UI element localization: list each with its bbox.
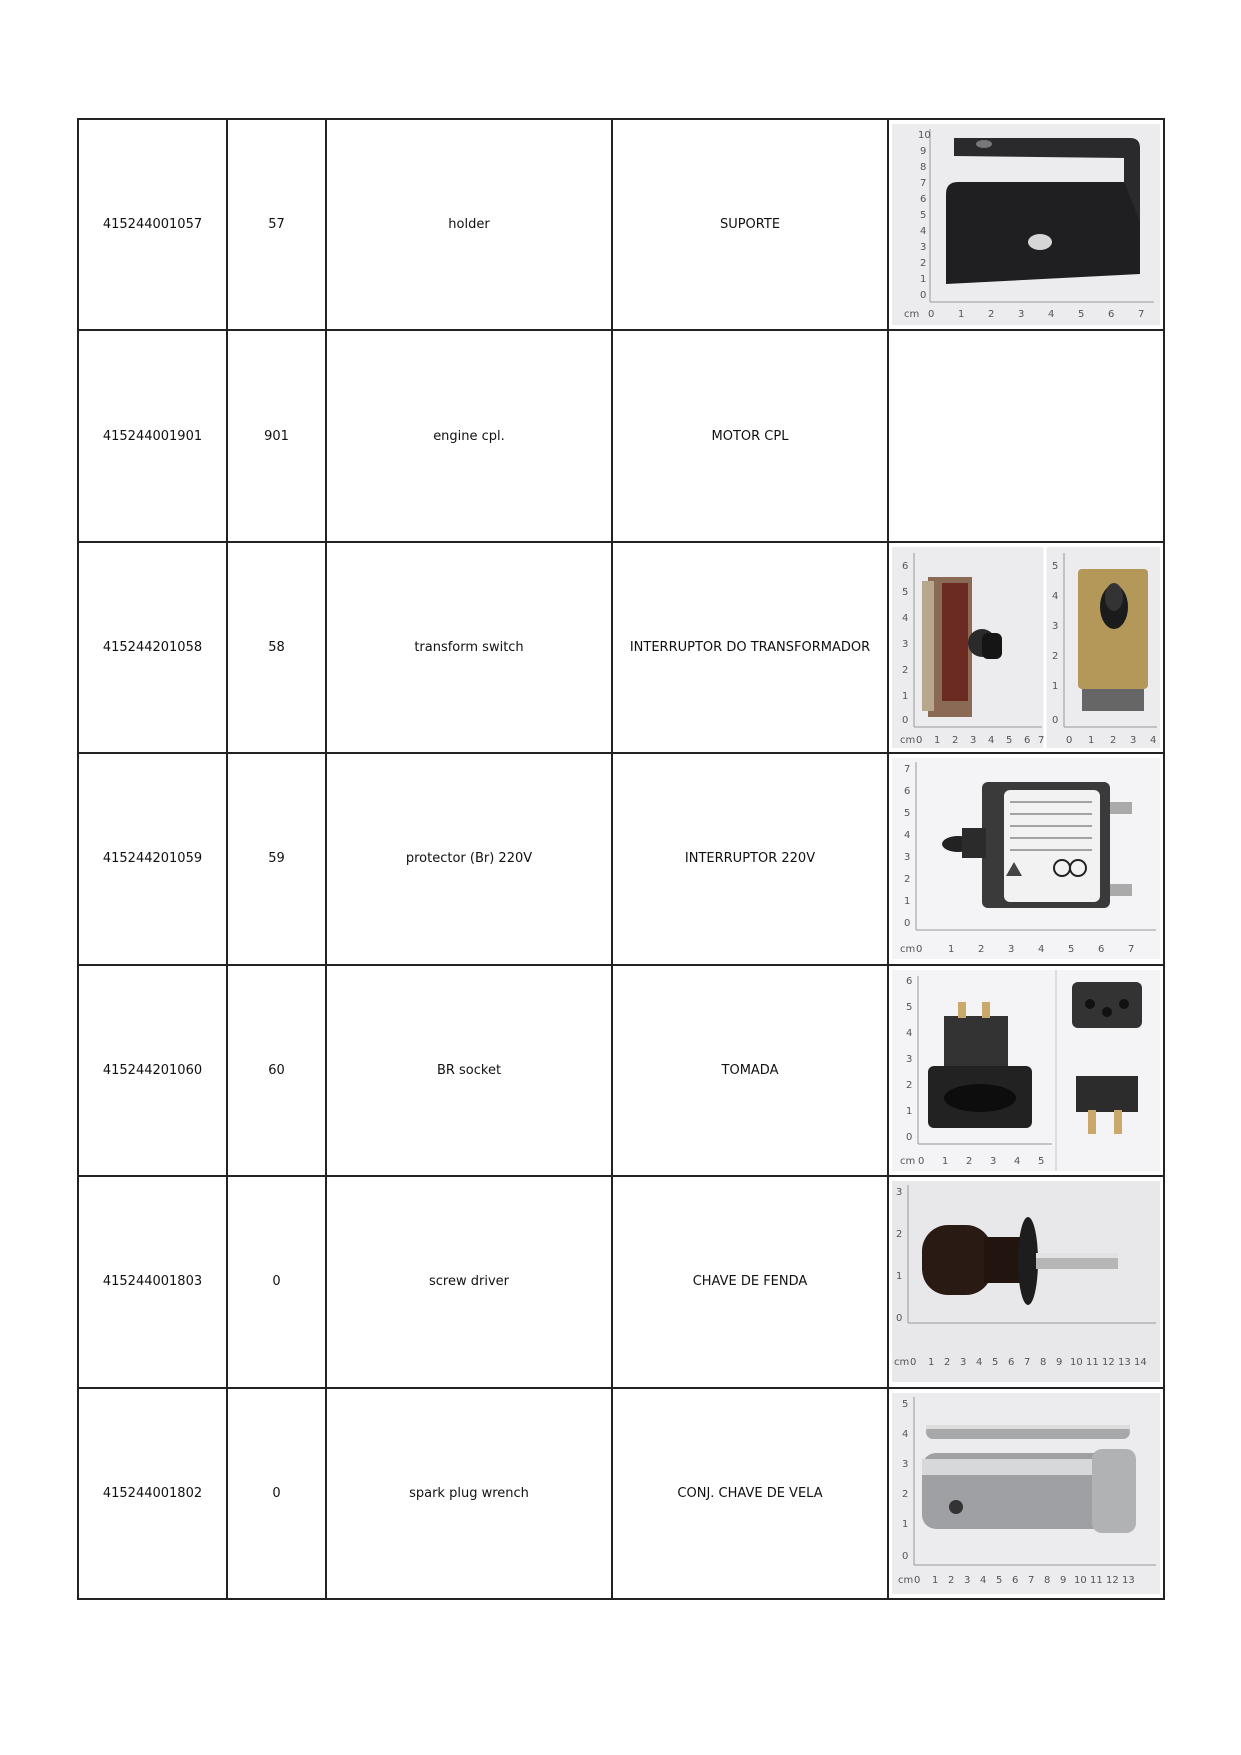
part-desc-pt: TOMADA xyxy=(612,965,888,1176)
part-image-cell xyxy=(888,542,1164,753)
svg-text:3: 3 xyxy=(970,735,977,747)
svg-text:3: 3 xyxy=(1130,735,1137,747)
svg-text:2: 2 xyxy=(944,1357,951,1369)
svg-text:4: 4 xyxy=(976,1357,983,1369)
part-ref: 59 xyxy=(227,753,326,964)
svg-text:10: 10 xyxy=(1070,1357,1083,1369)
svg-text:1: 1 xyxy=(906,1105,913,1117)
svg-text:1: 1 xyxy=(958,309,965,321)
part-ref: 57 xyxy=(227,119,326,330)
svg-text:7: 7 xyxy=(1138,309,1145,321)
svg-text:5: 5 xyxy=(1052,561,1059,573)
part-desc-pt: INTERRUPTOR DO TRANSFORMADOR xyxy=(612,542,888,753)
svg-text:3: 3 xyxy=(990,1155,997,1167)
svg-text:9: 9 xyxy=(1056,1357,1063,1369)
svg-text:0: 0 xyxy=(904,918,911,930)
svg-text:3: 3 xyxy=(1008,944,1015,956)
svg-text:1: 1 xyxy=(902,691,909,703)
svg-text:4: 4 xyxy=(1052,591,1059,603)
table-row xyxy=(78,965,1164,1176)
svg-text:4: 4 xyxy=(906,1027,913,1039)
svg-text:11: 11 xyxy=(1086,1357,1099,1369)
svg-text:0: 0 xyxy=(916,735,923,747)
svg-text:5: 5 xyxy=(920,210,927,222)
svg-text:5: 5 xyxy=(996,1574,1003,1586)
svg-text:0: 0 xyxy=(914,1574,921,1586)
svg-text:3: 3 xyxy=(906,1053,913,1065)
svg-text:12: 12 xyxy=(1106,1574,1119,1586)
svg-text:cm: cm xyxy=(900,944,916,956)
screwdriver-photo xyxy=(892,1181,1160,1382)
svg-text:4: 4 xyxy=(920,226,927,238)
svg-text:0: 0 xyxy=(918,1155,925,1167)
svg-text:4: 4 xyxy=(988,735,995,747)
svg-text:5: 5 xyxy=(902,1398,909,1410)
part-code: 415244001803 xyxy=(78,1176,227,1387)
svg-text:4: 4 xyxy=(1048,309,1055,321)
svg-text:2: 2 xyxy=(966,1155,973,1167)
svg-text:4: 4 xyxy=(902,613,909,625)
svg-text:7: 7 xyxy=(1024,1357,1031,1369)
svg-text:3: 3 xyxy=(902,1458,909,1470)
svg-text:1: 1 xyxy=(1088,735,1095,747)
svg-text:0: 0 xyxy=(1052,715,1059,727)
svg-text:0: 0 xyxy=(916,944,923,956)
svg-text:6: 6 xyxy=(904,786,911,798)
svg-text:2: 2 xyxy=(904,874,911,886)
part-desc-en: protector (Br) 220V xyxy=(326,753,612,964)
svg-text:11: 11 xyxy=(1090,1574,1103,1586)
part-image-cell xyxy=(888,1176,1164,1387)
svg-text:1: 1 xyxy=(896,1271,903,1283)
svg-text:14: 14 xyxy=(1134,1357,1147,1369)
svg-text:10: 10 xyxy=(1074,1574,1087,1586)
svg-text:5: 5 xyxy=(902,587,909,599)
svg-text:2: 2 xyxy=(1052,651,1059,663)
part-code: 415244201059 xyxy=(78,753,227,964)
part-ref: 58 xyxy=(227,542,326,753)
svg-text:3: 3 xyxy=(896,1187,903,1199)
svg-text:1: 1 xyxy=(942,1155,949,1167)
power-socket-photo xyxy=(892,970,1160,1171)
svg-text:1: 1 xyxy=(932,1574,939,1586)
svg-text:2: 2 xyxy=(920,258,927,270)
svg-text:1: 1 xyxy=(1052,681,1059,693)
svg-text:0: 0 xyxy=(906,1131,913,1143)
svg-text:4: 4 xyxy=(902,1428,909,1440)
svg-text:3: 3 xyxy=(960,1357,967,1369)
svg-text:7: 7 xyxy=(920,178,927,190)
svg-text:0: 0 xyxy=(896,1313,903,1325)
table-row xyxy=(78,753,1164,964)
svg-text:8: 8 xyxy=(920,162,927,174)
svg-text:4: 4 xyxy=(980,1574,987,1586)
svg-text:1: 1 xyxy=(902,1518,909,1530)
parts-table xyxy=(77,118,1165,1600)
part-ref: 0 xyxy=(227,1176,326,1387)
svg-text:13: 13 xyxy=(1118,1357,1131,1369)
svg-text:0: 0 xyxy=(902,1550,909,1562)
svg-text:2: 2 xyxy=(978,944,985,956)
svg-text:5: 5 xyxy=(992,1357,999,1369)
svg-text:4: 4 xyxy=(904,830,911,842)
table-row xyxy=(78,330,1164,541)
part-desc-pt: CONJ. CHAVE DE VELA xyxy=(612,1388,888,1599)
svg-text:cm: cm xyxy=(900,1155,916,1167)
part-desc-en: engine cpl. xyxy=(326,330,612,541)
svg-text:2: 2 xyxy=(988,309,995,321)
svg-text:4: 4 xyxy=(1038,944,1045,956)
bracket-photo xyxy=(892,124,1160,325)
svg-text:9: 9 xyxy=(1060,1574,1067,1586)
toggle-switch-photo xyxy=(892,547,1160,748)
svg-text:1: 1 xyxy=(904,896,911,908)
svg-text:8: 8 xyxy=(1040,1357,1047,1369)
part-code: 415244001901 xyxy=(78,330,227,541)
svg-text:13: 13 xyxy=(1122,1574,1135,1586)
svg-text:1: 1 xyxy=(934,735,941,747)
svg-text:5: 5 xyxy=(904,808,911,820)
svg-text:0: 0 xyxy=(1066,735,1073,747)
svg-text:3: 3 xyxy=(904,852,911,864)
part-desc-en: holder xyxy=(326,119,612,330)
part-desc-en: screw driver xyxy=(326,1176,612,1387)
part-image-cell xyxy=(888,119,1164,330)
part-image-cell xyxy=(888,753,1164,964)
part-desc-pt: INTERRUPTOR 220V xyxy=(612,753,888,964)
svg-text:3: 3 xyxy=(964,1574,971,1586)
table-row xyxy=(78,542,1164,753)
svg-text:2: 2 xyxy=(952,735,959,747)
circuit-breaker-photo xyxy=(892,758,1160,959)
table-row xyxy=(78,119,1164,330)
svg-text:2: 2 xyxy=(902,1488,909,1500)
part-desc-pt: MOTOR CPL xyxy=(612,330,888,541)
part-ref: 901 xyxy=(227,330,326,541)
svg-text:0: 0 xyxy=(920,290,927,302)
part-ref: 60 xyxy=(227,965,326,1176)
svg-text:5: 5 xyxy=(1068,944,1075,956)
svg-text:1: 1 xyxy=(920,274,927,286)
svg-text:cm: cm xyxy=(894,1357,910,1369)
spark-plug-wrench-photo xyxy=(892,1393,1160,1594)
svg-text:3: 3 xyxy=(1052,621,1059,633)
svg-text:6: 6 xyxy=(902,561,909,573)
svg-text:5: 5 xyxy=(1078,309,1085,321)
part-code: 415244201060 xyxy=(78,965,227,1176)
part-desc-pt: CHAVE DE FENDA xyxy=(612,1176,888,1387)
table-row xyxy=(78,1388,1164,1599)
part-ref: 0 xyxy=(227,1388,326,1599)
svg-text:2: 2 xyxy=(896,1229,903,1241)
part-image-cell xyxy=(888,965,1164,1176)
empty-image-slot xyxy=(892,336,1160,537)
part-desc-en: spark plug wrench xyxy=(326,1388,612,1599)
svg-text:7: 7 xyxy=(904,764,911,776)
svg-text:8: 8 xyxy=(1044,1574,1051,1586)
part-code: 415244001802 xyxy=(78,1388,227,1599)
svg-text:0: 0 xyxy=(928,309,935,321)
svg-text:7: 7 xyxy=(1028,1574,1035,1586)
svg-text:4: 4 xyxy=(1150,735,1157,747)
part-image-cell xyxy=(888,1388,1164,1599)
svg-text:2: 2 xyxy=(948,1574,955,1586)
svg-text:7: 7 xyxy=(1128,944,1135,956)
part-desc-pt: SUPORTE xyxy=(612,119,888,330)
svg-text:2: 2 xyxy=(906,1079,913,1091)
svg-text:5: 5 xyxy=(1006,735,1013,747)
part-code: 415244201058 xyxy=(78,542,227,753)
svg-text:6: 6 xyxy=(906,975,913,987)
svg-text:3: 3 xyxy=(920,242,927,254)
svg-text:12: 12 xyxy=(1102,1357,1115,1369)
svg-text:6: 6 xyxy=(1108,309,1115,321)
svg-text:1: 1 xyxy=(948,944,955,956)
part-desc-en: transform switch xyxy=(326,542,612,753)
svg-text:6: 6 xyxy=(1098,944,1105,956)
svg-text:0: 0 xyxy=(910,1357,917,1369)
svg-text:3: 3 xyxy=(1018,309,1025,321)
svg-text:10: 10 xyxy=(918,130,931,142)
svg-text:cm: cm xyxy=(904,309,920,321)
svg-text:cm: cm xyxy=(898,1574,914,1586)
svg-text:3: 3 xyxy=(902,639,909,651)
part-desc-en: BR socket xyxy=(326,965,612,1176)
svg-text:4: 4 xyxy=(1014,1155,1021,1167)
table-row xyxy=(78,1176,1164,1387)
svg-text:6: 6 xyxy=(1012,1574,1019,1586)
svg-text:cm: cm xyxy=(900,735,916,747)
svg-text:6: 6 xyxy=(920,194,927,206)
svg-text:7: 7 xyxy=(1038,735,1045,747)
svg-text:0: 0 xyxy=(902,715,909,727)
part-image-cell xyxy=(888,330,1164,541)
svg-text:6: 6 xyxy=(1008,1357,1015,1369)
svg-text:6: 6 xyxy=(1024,735,1031,747)
svg-text:9: 9 xyxy=(920,146,927,158)
svg-text:2: 2 xyxy=(902,665,909,677)
part-code: 415244001057 xyxy=(78,119,227,330)
svg-text:5: 5 xyxy=(906,1001,913,1013)
svg-text:2: 2 xyxy=(1110,735,1117,747)
svg-text:5: 5 xyxy=(1038,1155,1045,1167)
svg-text:1: 1 xyxy=(928,1357,935,1369)
